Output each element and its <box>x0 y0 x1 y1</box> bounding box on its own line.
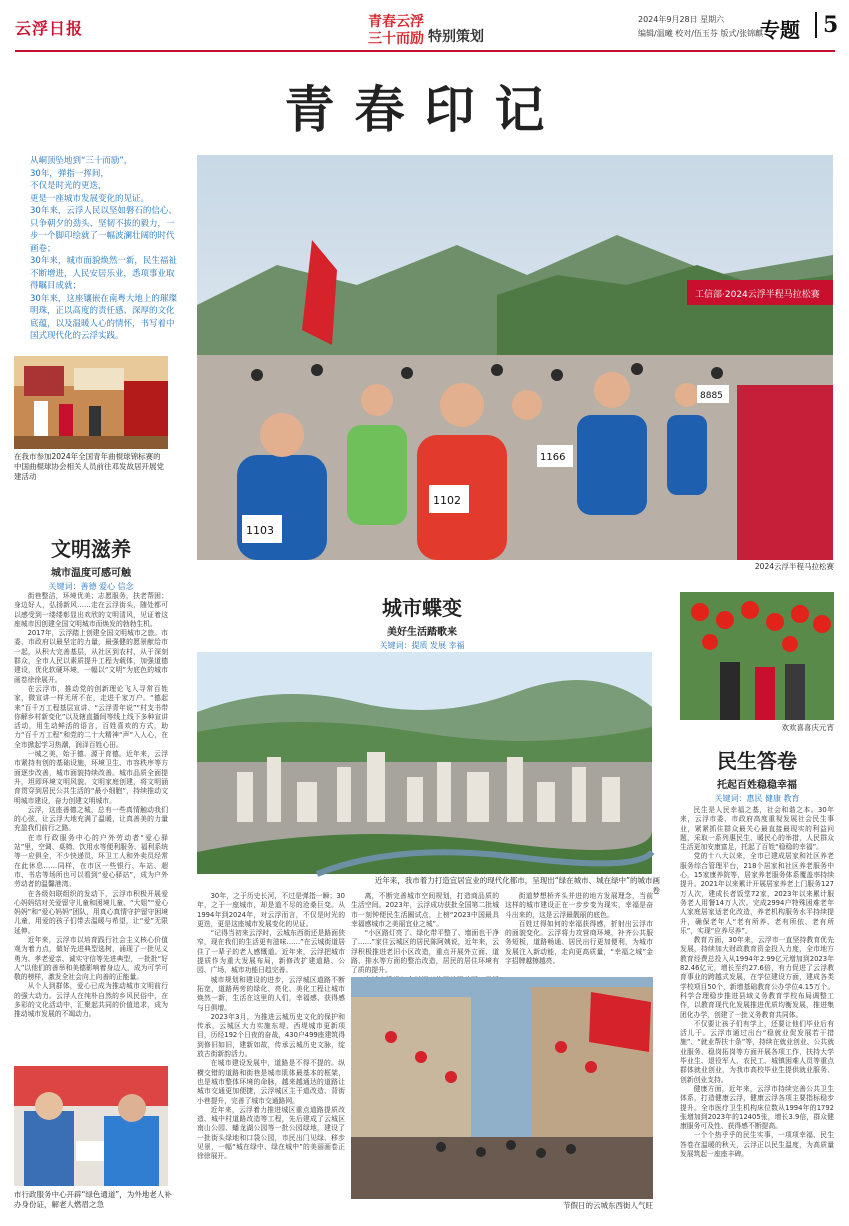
section-city-body-col2 <box>351 892 499 975</box>
edition-logo-line1: 青春云浮 <box>368 14 424 30</box>
paragraph: 2023年3月，为推进云城历史文化的保护和传承，云城区大力实施东堤、西堤城市更新项目，历经192个日夜的奋战，430户499座建筑得到修旧如旧，建新如故，传承云城历史文脉，绽放古街新韵活力。 <box>197 1012 345 1059</box>
section-civil-keywords: 关键词：善德 爱心 信念 <box>48 582 134 591</box>
paragraph: 近年来，云浮市以培育践行社会主义核心价值观为着力点，做好先进典型选树，涌现了一批见义勇为、孝老爱亲、诚实守信等先进典型，一批批“好人”以他们的善举和美德影响着身边人，成为可学可敬的榜样，激发全社会向上向善的正能量。 <box>14 935 168 982</box>
section-civil-subtitle: 城市温度可感可触 <box>51 568 131 579</box>
paragraph: 在城市建设发展中，道路是不得不提的。纵横交错的道路和街巷是城市肌体最基本的框架，也是城市整体环境的命脉，越来越通达的道路让城市交通更加便捷，云浮城区主干道改造、背街小巷提升，完善了城市交通路网。 <box>197 1059 345 1105</box>
paragraph: 一城之美，始于德、源于育德。近年来，云浮市紧持有创的基础设施，环境卫生、市容秩序等方面逐步改善，城市面貌持续改善。城市品质全面提升，坦即环境文明风貌、文明家庭创建，将文明涵育贯穿到居民公共生活的“最小细胞”，持续推动文明城市建设，奋力创建文明城市。 <box>14 750 168 805</box>
page-title: 青春印记 <box>284 80 565 139</box>
paragraph: “小区路灯亮了、绿化带平整了、墙面也干净了……”家住云城区的居民陈阿姨说，近年来，云浮积极推进老旧小区改造，重点开展外立面、道路、排水等方面的整治改造，居民的居住环境有了质的提升。 <box>351 929 499 975</box>
volunteer-caption: 市行政服务中心开辟“绿色通道”，为外地老人补办身份证，解老人燃眉之急 <box>14 1190 172 1209</box>
issue-date: 2024年9月28日 星期六 <box>638 15 725 24</box>
intro-line: 30年来，城市面貌焕然一新，民生福祉不断增进，人民安居乐业，悉项事业取得瞩目成就； <box>30 256 177 291</box>
section-livelihood-body <box>680 806 834 1214</box>
paragraph: 云浮，这座善德之城，总有一些真情触动我们的心弦，让云浮大地充满了温暖，让真善美的力量充盈我们前行之路。 <box>14 805 168 833</box>
paragraph: 街巷整洁，环境优美；志愿服务，扶老帮困；身边好人，弘扬新风……走在云浮街头，随处都可以感受到一缕缕彰显出欢欣的文明清风，见证着这座城市因创建全国文明城市而焕发的勃勃生机。 <box>14 592 168 628</box>
city-aerial-photo <box>197 652 652 874</box>
bib-number: 1103 <box>246 524 274 537</box>
marathon-photo <box>197 155 833 560</box>
street-caption: 节假日的云城东西街人气旺 <box>563 1201 653 1210</box>
section-city-keywords: 关键词：提质 发展 幸福 <box>379 641 465 650</box>
marathon-banner-text: 工信部·2024云浮半程马拉松赛 <box>695 290 820 300</box>
intro-line: 30年来，这座镶嵌在南粤大地上的璀璨明珠，正以高度的责任感、深厚的文化底蕴，以及温暖人心的情怀，书写着中国式现代化的云浮实践。 <box>30 293 177 341</box>
masthead: 云浮日报 <box>15 19 84 38</box>
street-photo <box>351 977 653 1199</box>
editors-credit: 编辑/温曦 校对/伍玉芬 版式/张锦麒 <box>638 29 764 38</box>
volunteer-photo <box>14 1066 168 1186</box>
paragraph: 党的十八大以来，全市已建成居家和社区养老服务综合管理平台，218个居家和社区养老服务中心，15家康养院等，居家养老服务体系覆盖率持续提升。2021年以来累计开展居家养老上门服务127万人次，建成长者饭堂72家，2023年以来累计服务老人用餐14万人次。完成2994户特殊困难老年人家庭居家适老化改造，养老机构服务水平持续提升，确保老年人“老有所养、老有所依、老有所乐”，实现“应养尽养”。 <box>680 852 834 935</box>
bib-number: 1102 <box>433 494 461 507</box>
section-livelihood-subtitle: 托起百姓稳稳幸福 <box>717 780 797 791</box>
edition-logo <box>368 14 424 52</box>
paragraph: 近年来，云浮着力推进城区重点道路提质改造、城中村道路改造等工程，先后建成了云城区南山公园、蟠龙湖公园等一批公园绿地，建设了一批街头绿地和口袋公园，市民出门见绿、移步见景，一幅“城在绿中、绿在城中”的美丽画卷正徐徐展开。 <box>197 1105 345 1161</box>
intro-line: 30年，弹指一挥间， <box>30 168 109 179</box>
lantern-photo-illustration <box>680 592 834 720</box>
intro-line: 从峒顶坠地到“三十而励”， <box>30 156 133 166</box>
intro-line: 30年来，云浮人民以坚如磐石的信心、只争朝夕的劲头、坚韧不拔的毅力，一步一个脚印绘就了一幅波澜壮阔的时代画卷； <box>30 206 177 254</box>
intro-line: 不仅是时光的更迭， <box>30 181 107 191</box>
paragraph: 城市规划和建设的进步，云浮城区道路不断拓宽，道路两旁的绿化、亮化、美化工程让城市焕然一新，生活在这里的人们，幸福感、获得感与日俱增。 <box>197 975 345 1012</box>
paragraph: 在各级妇联组织的发动下，云浮市积极开展爱心妈妈结对关爱留守儿童和困境儿童、“大姐”“爱心妈妈”和“爱心妈妈”团队，用真心真情守护留守困境儿童，用爱的孩子们带去温暖与希望，让“爱”无限延伸。 <box>14 889 168 935</box>
section-civil-head <box>14 533 168 592</box>
edition-tag: 特别策划 <box>428 29 484 45</box>
marathon-photo-illustration <box>197 155 833 560</box>
section-city-title: 城市蝶变 <box>382 596 462 620</box>
paragraph: 民生是人民幸福之基，社会和谐之本。30年来，云浮市委、市政府高度重视发展社会民生事业，紧紧抓住群众最关心最直接最现实的利益问题，采取一系列惠民生、暖民心的举措，人民群众生活更加安康富足，托起了百姓“稳稳的幸福”。 <box>680 806 834 852</box>
section-livelihood-title: 民生答卷 <box>717 749 797 773</box>
paragraph: 2017年，云浮踏上创建全国文明城市之旅。市委、市政府以最坚定的力量，最强健的愿景献给市一起，从积大完善基层，从社区到农村，从于深刻群众，全市人民以素质提升工程为载体，加强道德建设，优化软硬环境，一幅以“文明”为底色的城市画卷徐徐展开。 <box>14 629 168 684</box>
section-civil-body <box>14 592 168 1060</box>
section-city-body-col3 <box>505 892 653 972</box>
city-photo-illustration <box>197 652 652 874</box>
paragraph: 教育方面，30年来，云浮市一直坚持教育优先发展，持续加大财政教育资金投入力度，全市地方教育经费总投入从1994年2.99亿元增加到2023年82.46亿元，增长至约27.6倍，有力促进了云浮教育事业的跨越式发展，在学位建设方面，建成各类学校项目50个，新增基础教育公办学位4.15万个。科学合理稳步推进县域义务教育学校布局调整工作，以教育现代化发展推进优质均衡发展，推进集团化办学，创建了一批义务教育共同体。 <box>680 936 834 1019</box>
bib-number: 1166 <box>540 452 566 463</box>
bib-number: 8885 <box>700 391 723 401</box>
paragraph: 30年，之于历史长河，不过是弹指一瞬；30年，之于一座城市，却是道不尽的沧桑巨变。从1994年到2024年，对云浮而言，不仅是时光的更迭，更是这座城市发展变化的见证。 <box>197 892 345 928</box>
paragraph: 离，不断完善城市空间规划，打造商品质的生活空间。2023年，云浮成功获批全国第二批城市一刻钟便民生活圈试点，上榜“2023中国最具幸福感城市之美丽宜业之城”。 <box>351 892 499 928</box>
street-photo-illustration <box>351 977 653 1199</box>
header-divider <box>15 50 835 52</box>
section-city-body-col1 <box>197 892 345 1212</box>
paragraph: 街道梦想桥齐头并进的地方发展理念，当前这样的城市建设正在一步步变为现实，幸福是奋斗出来的，这是云浮最靓丽的底色。 <box>505 892 653 919</box>
section-city-head <box>322 592 522 651</box>
lantern-caption: 欢欢喜喜庆元宵 <box>781 723 834 732</box>
volunteer-photo-illustration <box>14 1066 168 1186</box>
paragraph: 健康方面，近年来，云浮市持续完善公共卫生体系，打造健康云浮，健康云浮各项主要指标稳步提升。全市医疗卫生机构床位数从1994年的1792张增加到2023年的12405张，增长3.9倍，群众健康服务可及性、获得感不断提高。 <box>680 1084 834 1131</box>
section-title: 专题 <box>760 18 800 42</box>
museum-photo-illustration <box>14 356 168 449</box>
page-number: 5 <box>815 12 838 38</box>
paragraph: 不仅要让孩子们有学上，还要让他们毕业后有活儿干。云浮市通过出台“稳就业促发展若干措施”、“就业帮扶十条”等，持续在就业创业、公共就业服务、稳岗拓岗等方面开展各项工作，扶持大学毕业生、退役军人、农民工、城镇困难人员等重点群体就业创业，为我市高校毕业生提供就业服务、创新创业支持。 <box>680 1019 834 1084</box>
lantern-photo <box>680 592 834 720</box>
section-city-subtitle: 美好生活踏歌来 <box>387 627 457 638</box>
museum-photo <box>14 356 168 449</box>
paragraph: 在云浮市，推动党的创新理论飞入寻常百姓家，微宣讲一样无所不在，走进千家万户。“德起来”百千万工程基层宣讲、“云浮青年说”“村支书带你解乡村新变化”以及辖直播间等线上线下多种宣讲活动，用生动鲜活的语言，百姓喜欢的方式，助力“百千万工程”和党的二十大精神“声”入人心，在全市掀起学习热潮，润泽百姓心田。 <box>14 684 168 749</box>
marathon-caption: 2024云浮半程马拉松赛 <box>754 562 834 571</box>
section-livelihood-keywords: 关键词：惠民 健康 教育 <box>714 794 800 803</box>
edition-logo-line2: 三十而励 <box>368 31 424 47</box>
paragraph: 百姓过得如何的幸福获得感，折射出云浮市的面貌变化。云浮将力攻营商环境，补齐公共服务短板，道路畅通、居民出行更加便利，为城市发展注入新动能，走向更高质量，“幸福之城”金字招牌越擦越亮。 <box>505 919 653 966</box>
museum-caption: 在我市参加2024年全国青年曲棍球锦标赛的中国曲棍球协会相关人员前往邓发故居开展党建活动 <box>14 452 164 481</box>
intro-line: 更是一座城市发展变化的见证。 <box>30 193 150 204</box>
paragraph: “记得当初来云浮时，云城东西街还是路面狭窄，现在我们的生活更有滋味……”在云城街道居住了一辈子的老人感慨道。近年来，云浮把城市提质作为重大发展布局，新修改扩建道路、公园、广场，城市功能日趋完善。 <box>197 929 345 975</box>
city-caption: 近年来，我市着力打造宜居宜业的现代化都市，呈现出“绿在城市、城在绿中”的城市画卷 <box>374 876 660 895</box>
paragraph: 从个人到群体，爱心已成为推动城市文明前行的强大动力。云浮人在纯朴自然的乡风民俗中，在多彩的文化活动中，汇聚起共同的价值追求，成为推动城市发展的不竭动力。 <box>14 982 168 1019</box>
paragraph: 一个个热乎乎的民生实事，一项项幸福、民生答卷在温暖的秋天，云浮正以民生温度，为高质量发展筑起一座座丰碑。 <box>680 1131 834 1158</box>
section-civil-title: 文明滋养 <box>51 537 131 561</box>
paragraph: 在市行政服务中心的户外劳动者“爱心驿站”里，空调、桌椅、饮用水等便利服务、福利系统等一应俱全，不少快递员、环卫工人和外卖员经常在此休息……同样，在市区一些银行、车站、超市、书店等场所也可以看到“爱心驿站”，成为户外劳动者的温馨港湾。 <box>14 833 168 889</box>
intro-poem <box>30 155 180 343</box>
section-livelihood-head <box>680 745 834 804</box>
